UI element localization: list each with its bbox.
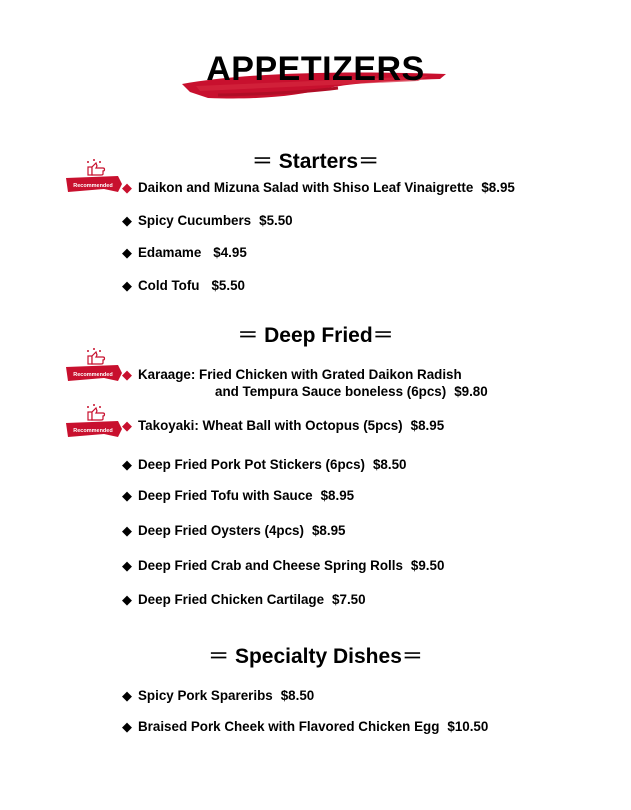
black-diamond-icon: ◆ <box>122 278 132 293</box>
red-diamond-icon: ◆ <box>122 180 132 195</box>
recommended-badge <box>66 403 122 439</box>
item-price: $8.95 <box>320 488 355 503</box>
item-price: $9.80 <box>454 384 488 399</box>
menu-item <box>122 179 515 196</box>
menu-item <box>122 687 314 704</box>
item-name-continued: and Tempura Sauce boneless (6pcs) <box>215 384 447 399</box>
black-diamond-icon: ◆ <box>122 719 132 734</box>
menu-item <box>122 417 444 434</box>
menu-item <box>122 591 366 608</box>
page-title-block <box>178 48 453 106</box>
item-name: Deep Fried Crab and Cheese Spring Rolls <box>138 558 403 573</box>
menu-item <box>122 212 293 229</box>
menu-item <box>122 277 245 294</box>
recommended-badge-label: Recommended <box>73 183 113 189</box>
red-diamond-icon: ◆ <box>122 367 132 382</box>
item-name: Takoyaki: Wheat Ball with Octopus (5pcs) <box>138 418 403 433</box>
item-price: $4.95 <box>213 245 247 260</box>
item-name: Daikon and Mizuna Salad with Shiso Leaf Vinaigrette <box>138 180 474 195</box>
item-name: Deep Fried Chicken Cartilage <box>138 592 325 607</box>
black-diamond-icon: ◆ <box>122 488 132 503</box>
menu-item <box>122 456 407 473</box>
black-diamond-icon: ◆ <box>122 245 132 260</box>
black-diamond-icon: ◆ <box>122 523 132 538</box>
black-diamond-icon: ◆ <box>122 457 132 472</box>
recommended-badge <box>66 347 122 383</box>
menu-item <box>122 718 488 735</box>
menu-item <box>122 244 247 261</box>
item-name: Cold Tofu <box>138 278 200 293</box>
item-price: $8.95 <box>311 523 346 538</box>
section-heading-deep-fried: ＝ Deep Fried＝ <box>237 324 394 347</box>
item-name: Deep Fried Pork Pot Stickers (6pcs) <box>138 457 365 472</box>
item-name: Spicy Pork Spareribs <box>138 688 273 703</box>
menu-item <box>122 487 354 504</box>
menu-item <box>122 557 444 574</box>
item-price: $5.50 <box>211 278 245 293</box>
thumbs-up-icon <box>87 404 105 420</box>
black-diamond-icon: ◆ <box>122 213 132 228</box>
black-diamond-icon: ◆ <box>122 688 132 703</box>
page-title: APPETIZERS <box>206 50 425 88</box>
menu-item <box>122 522 345 539</box>
menu-item <box>122 366 488 400</box>
item-name: Braised Pork Cheek with Flavored Chicken Egg <box>138 719 440 734</box>
section-heading-specialty-dishes: ＝ Specialty Dishes＝ <box>208 645 423 668</box>
thumbs-up-icon <box>87 348 105 364</box>
black-diamond-icon: ◆ <box>122 592 132 607</box>
item-name: Karaage: Fried Chicken with Grated Daikon Radish <box>138 367 462 382</box>
red-diamond-icon: ◆ <box>122 418 132 433</box>
recommended-badge-label: Recommended <box>73 372 113 378</box>
item-name: Deep Fried Oysters (4pcs) <box>138 523 304 538</box>
item-price: $9.50 <box>410 558 445 573</box>
item-price: $5.50 <box>259 213 293 228</box>
recommended-badge <box>66 158 122 194</box>
item-price: $8.50 <box>372 457 407 472</box>
item-price: $7.50 <box>332 592 366 607</box>
item-name: Deep Fried Tofu with Sauce <box>138 488 313 503</box>
thumbs-up-icon <box>87 159 105 175</box>
item-name: Edamame <box>138 245 202 260</box>
recommended-badge-label: Recommended <box>73 428 113 434</box>
item-price: $10.50 <box>447 719 489 734</box>
item-price: $8.95 <box>410 418 445 433</box>
section-heading-starters: ＝ Starters＝ <box>251 150 380 173</box>
item-name: Spicy Cucumbers <box>138 213 252 228</box>
item-price: $8.95 <box>481 180 515 195</box>
black-diamond-icon: ◆ <box>122 558 132 573</box>
item-price: $8.50 <box>280 688 315 703</box>
